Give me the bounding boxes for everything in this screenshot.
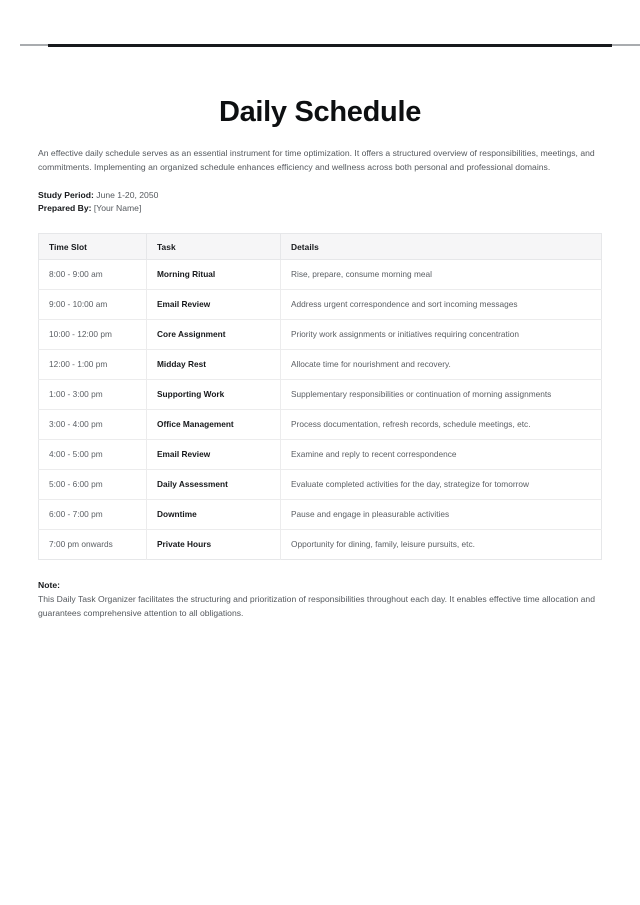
table-row xyxy=(39,259,602,289)
study-period-line xyxy=(38,189,602,202)
cell-details: Process documentation, refresh records, schedule meetings, etc. xyxy=(281,409,602,439)
cell-details: Rise, prepare, consume morning meal xyxy=(281,259,602,289)
study-period-label: Study Period: xyxy=(38,190,94,201)
cell-task: Private Hours xyxy=(147,529,281,559)
cell-task: Midday Rest xyxy=(147,349,281,379)
cell-details: Evaluate completed activities for the day, strategize for tomorrow xyxy=(281,469,602,499)
table-body xyxy=(39,259,602,559)
note-body: This Daily Task Organizer facilitates the structuring and prioritization of responsibilities throughout each day. It enables effective time allocation and guarantees comprehensive attention to all obligations. xyxy=(38,593,595,618)
study-period-value: June 1-20, 2050 xyxy=(96,190,159,201)
cell-details: Supplementary responsibilities or continuation of morning assignments xyxy=(281,379,602,409)
cell-details: Examine and reply to recent correspondence xyxy=(281,439,602,469)
header-rule-main-segment xyxy=(48,44,612,47)
cell-time-slot: 7:00 pm onwards xyxy=(39,529,147,559)
table-row xyxy=(39,439,602,469)
column-header-task: Task xyxy=(147,233,281,259)
cell-details: Allocate time for nourishment and recovery. xyxy=(281,349,602,379)
table-header-row xyxy=(39,233,602,259)
cell-task: Downtime xyxy=(147,499,281,529)
page-title: Daily Schedule xyxy=(218,96,422,129)
table-header xyxy=(39,233,602,259)
cell-task: Office Management xyxy=(147,409,281,439)
column-header-time-slot: Time Slot xyxy=(39,233,147,259)
table-row xyxy=(39,499,602,529)
metadata-block xyxy=(38,189,602,214)
cell-time-slot: 6:00 - 7:00 pm xyxy=(39,499,147,529)
cell-details: Opportunity for dining, family, leisure pursuits, etc. xyxy=(291,539,475,550)
cell-details: Address urgent correspondence and sort incoming messages xyxy=(281,289,602,319)
table-row xyxy=(39,529,602,559)
column-header-details: Details xyxy=(281,233,602,259)
cell-task: Email Review xyxy=(147,289,281,319)
cell-task: Daily Assessment xyxy=(147,469,281,499)
cell-task: Email Review xyxy=(147,439,281,469)
header-rule xyxy=(0,41,640,49)
cell-time-slot: 5:00 - 6:00 pm xyxy=(39,469,147,499)
cell-task: Supporting Work xyxy=(147,379,281,409)
table-row xyxy=(39,289,602,319)
cell-time-slot: 10:00 - 12:00 pm xyxy=(39,319,147,349)
cell-time-slot: 1:00 - 3:00 pm xyxy=(39,379,147,409)
table-row xyxy=(39,349,602,379)
cell-time-slot: 12:00 - 1:00 pm xyxy=(39,349,147,379)
header-rule-right-segment xyxy=(612,44,640,46)
note-label: Note: xyxy=(38,579,60,590)
cell-time-slot: 3:00 - 4:00 pm xyxy=(39,409,147,439)
table-row xyxy=(39,379,602,409)
prepared-by-line xyxy=(38,202,602,215)
cell-task: Core Assignment xyxy=(147,319,281,349)
cell-details: Pause and engage in pleasurable activities xyxy=(281,499,602,529)
prepared-by-label: Prepared By: xyxy=(38,202,92,213)
header-rule-left-segment xyxy=(20,44,48,46)
prepared-by-value: [Your Name] xyxy=(93,202,142,213)
cell-details: Priority work assignments or initiatives requiring concentration xyxy=(281,319,602,349)
cell-time-slot: 8:00 - 9:00 am xyxy=(39,259,147,289)
table-row xyxy=(39,319,602,349)
schedule-table xyxy=(38,233,602,560)
intro-paragraph: An effective daily schedule serves as an essential instrument for time optimization. It offers a structured overview of responsibilities, meetings, and commitments. Implementing an organized schedule enhances efficiency and wellness across both personal and professional domains. xyxy=(38,148,595,173)
cell-time-slot: 4:00 - 5:00 pm xyxy=(39,439,147,469)
cell-time-slot: 9:00 - 10:00 am xyxy=(39,289,147,319)
table-row xyxy=(39,469,602,499)
document-body xyxy=(38,146,602,620)
note-block xyxy=(38,578,602,620)
table-row xyxy=(39,409,602,439)
cell-task: Morning Ritual xyxy=(147,259,281,289)
